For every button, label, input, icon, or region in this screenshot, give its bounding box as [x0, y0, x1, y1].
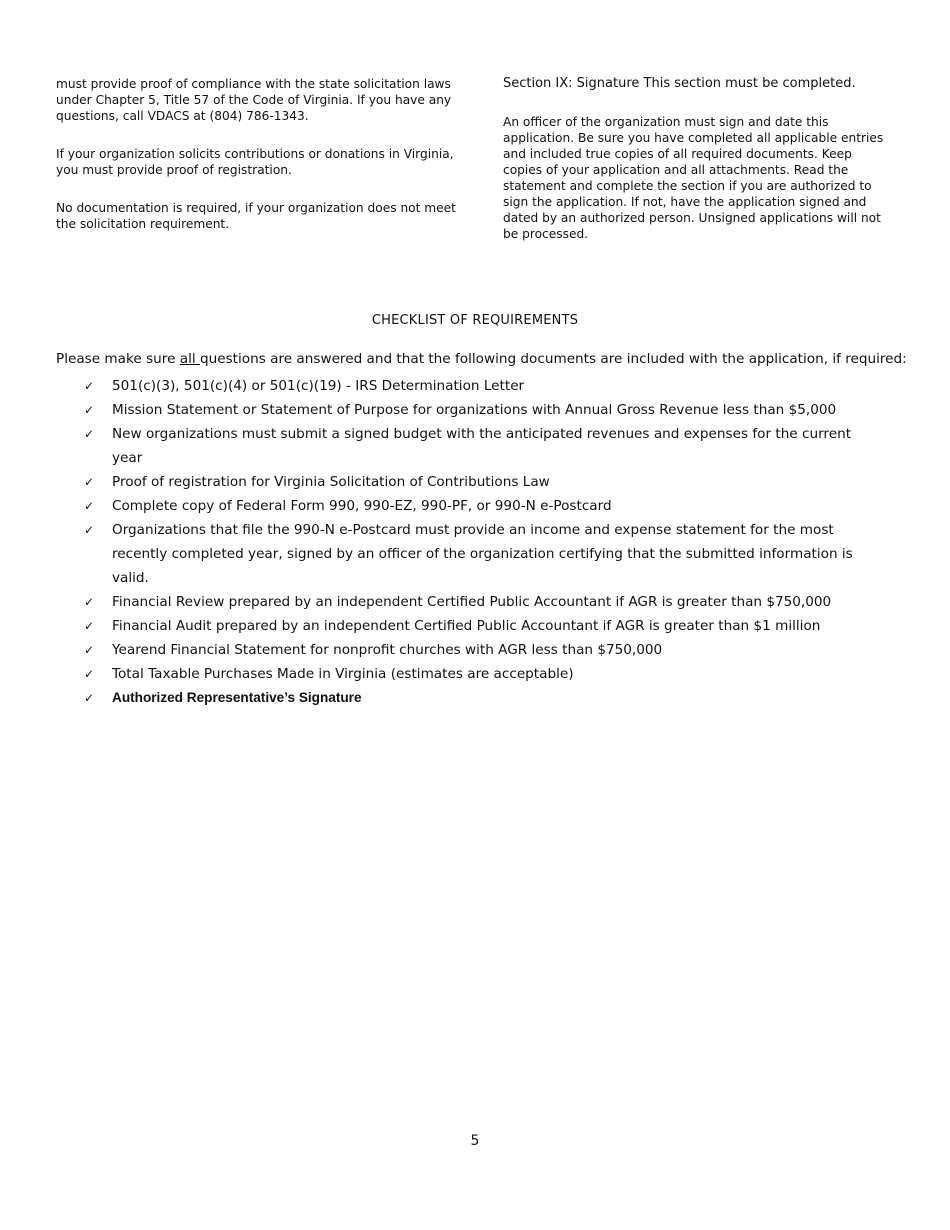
checklist-item [84, 638, 884, 662]
signature-section-heading: Section IX: Signature This section must be completed. [503, 76, 856, 91]
checklist-item [84, 374, 884, 398]
checklist-item [84, 518, 884, 590]
checklist-item [84, 662, 884, 686]
signature-section [503, 76, 893, 242]
checkmark-icon: ✓ [84, 499, 95, 513]
checklist-intro-text: questions are answered and that the following documents are included with the application, if required: [199, 351, 907, 367]
checklist-item-text: Total Taxable Purchases Made in Virginia (estimates are acceptable) [112, 666, 574, 682]
solicitation-instructions [56, 76, 456, 232]
checklist-title: CHECKLIST OF REQUIREMENTS [371, 313, 579, 328]
solicitation-paragraph: No documentation is required, if your organization does not meet the solicitation requirement. [56, 201, 456, 231]
checklist-item [84, 686, 884, 710]
checkmark-icon: ✓ [84, 379, 95, 393]
checklist-item-text: Financial Review prepared by an independent Certified Public Accountant if AGR is greater than $750,000 [112, 594, 832, 610]
checklist-item-text: Complete copy of Federal Form 990, 990-EZ, 990-PF, or 990-N e-Postcard [112, 498, 612, 514]
checklist-intro-text: Please make sure [56, 351, 180, 367]
checklist-item [84, 470, 884, 494]
checkmark-icon: ✓ [84, 691, 95, 705]
checklist-item-text: Yearend Financial Statement for nonprofit churches with AGR less than $750,000 [112, 642, 663, 658]
checklist-item-text: Organizations that file the 990-N e-Postcard must provide an income and expense statement for the most recently completed year, signed by an officer of the organization certifying that the submitted information is valid. [112, 522, 853, 586]
checkmark-icon: ✓ [84, 619, 95, 633]
checklist-intro [56, 350, 936, 368]
checkmark-icon: ✓ [84, 427, 95, 441]
checklist-item-text: Proof of registration for Virginia Solicitation of Contributions Law [112, 474, 550, 490]
checklist-intro-underlined: all [179, 351, 200, 367]
checkmark-icon: ✓ [84, 475, 95, 489]
checklist-item-text: New organizations must submit a signed budget with the anticipated revenues and expenses for the current year [112, 426, 852, 466]
checkmark-icon: ✓ [84, 523, 95, 537]
checklist-item-text: Financial Audit prepared by an independent Certified Public Accountant if AGR is greater than $1 million [112, 618, 821, 634]
checklist-item-text: Authorized Representative’s Signature [112, 690, 362, 705]
checklist-items [84, 374, 884, 710]
checklist-item [84, 398, 884, 422]
checklist-item [84, 494, 884, 518]
solicitation-paragraph: must provide proof of compliance with the state solicitation laws under Chapter 5, Title 57 of the Code of Virginia. If you have any questions, call VDACS at (804) 786-1343. [56, 77, 452, 123]
checkmark-icon: ✓ [84, 595, 95, 609]
signature-section-body: An officer of the organization must sign and date this application. Be sure you have completed all applicable entries and included true copies of all required documents. Keep copies of your application and all attachments. Read the statement and complete the section if you are authorized to sign the application. If not, have the application signed and dated by an authorized person. Unsigned applications will not be processed. [503, 115, 884, 241]
checklist-item [84, 590, 884, 614]
checkmark-icon: ✓ [84, 403, 95, 417]
checkmark-icon: ✓ [84, 667, 95, 681]
checklist-item-text: 501(c)(3), 501(c)(4) or 501(c)(19) - IRS Determination Letter [112, 378, 525, 394]
checklist-item-text: Mission Statement or Statement of Purpose for organizations with Annual Gross Revenue less than $5,000 [112, 402, 837, 418]
checklist-item [84, 614, 884, 638]
checklist-item [84, 422, 884, 470]
page-number: 5 [470, 1133, 480, 1149]
checkmark-icon: ✓ [84, 643, 95, 657]
solicitation-paragraph: If your organization solicits contributions or donations in Virginia, you must provide proof of registration. [56, 147, 454, 177]
